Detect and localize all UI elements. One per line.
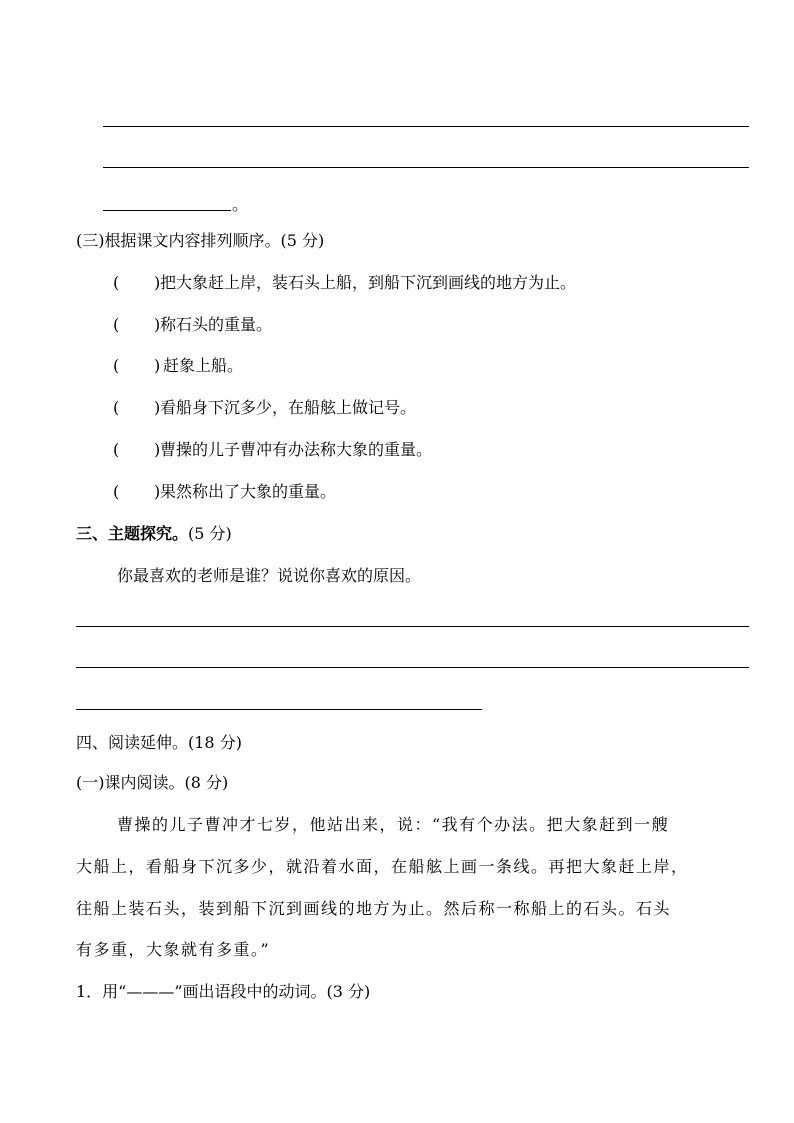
blank-close-paren: )	[154, 273, 161, 292]
section-four-sub-heading: (一)课内阅读。(8 分)	[76, 773, 229, 792]
section-three-score: (5 分)	[188, 524, 232, 543]
passage-line: 大船上，看船身下沉多少，就沿着水面，在船舷上画一条线。再把大象赶上岸，	[76, 857, 689, 876]
answer-line-1	[103, 126, 749, 127]
answer-line-2	[103, 167, 749, 168]
passage-line: 曹操的儿子曹冲才七岁，他站出来，说：“我有个办法。把大象赶到一艘	[117, 815, 670, 834]
answer-line-4	[76, 626, 749, 627]
blank-close-paren: )	[154, 315, 161, 334]
section-three-title: 三、主题探究。	[76, 524, 189, 543]
item-text: 称石头的重量。	[160, 315, 273, 334]
item-text: 把大象赶上岸，装石头上船，到船下沉到画线的地方为止。	[160, 273, 577, 292]
passage-line: 往船上装石头，装到船下沉到画线的地方为止。然后称一称船上的石头。石头	[76, 899, 672, 918]
question-1: 1．用“———”画出语段中的动词。(3 分)	[76, 982, 371, 1001]
answer-line-5	[76, 667, 749, 668]
blank-close-paren: )	[154, 482, 161, 501]
answer-line-6	[76, 709, 482, 710]
blank-open-paren: (	[113, 273, 120, 292]
blank-open-paren: (	[113, 356, 120, 375]
section-three-prompt: 你最喜欢的老师是谁？说说你喜欢的原因。	[117, 566, 422, 585]
answer-period: 。	[232, 195, 249, 214]
blank-open-paren: (	[113, 440, 120, 459]
blank-close-paren: )	[154, 356, 161, 375]
item-text: 看船身下沉多少，在船舷上做记号。	[160, 398, 417, 417]
section-four-heading: 四、阅读延伸。(18 分)	[76, 733, 242, 752]
answer-line-3-short	[103, 210, 231, 211]
blank-close-paren: )	[154, 440, 161, 459]
section-3-sub-heading: (三)根据课文内容排列顺序。(5 分)	[76, 231, 325, 250]
passage-line: 有多重，大象就有多重。”	[76, 940, 271, 959]
section-three-heading	[76, 524, 232, 544]
item-text: 果然称出了大象的重量。	[160, 482, 337, 501]
blank-close-paren: )	[154, 398, 161, 417]
blank-open-paren: (	[113, 482, 120, 501]
blank-open-paren: (	[113, 315, 120, 334]
item-text: 曹操的儿子曹冲有办法称大象的重量。	[160, 440, 433, 459]
item-text: 赶象上船。	[163, 356, 244, 375]
blank-open-paren: (	[113, 398, 120, 417]
